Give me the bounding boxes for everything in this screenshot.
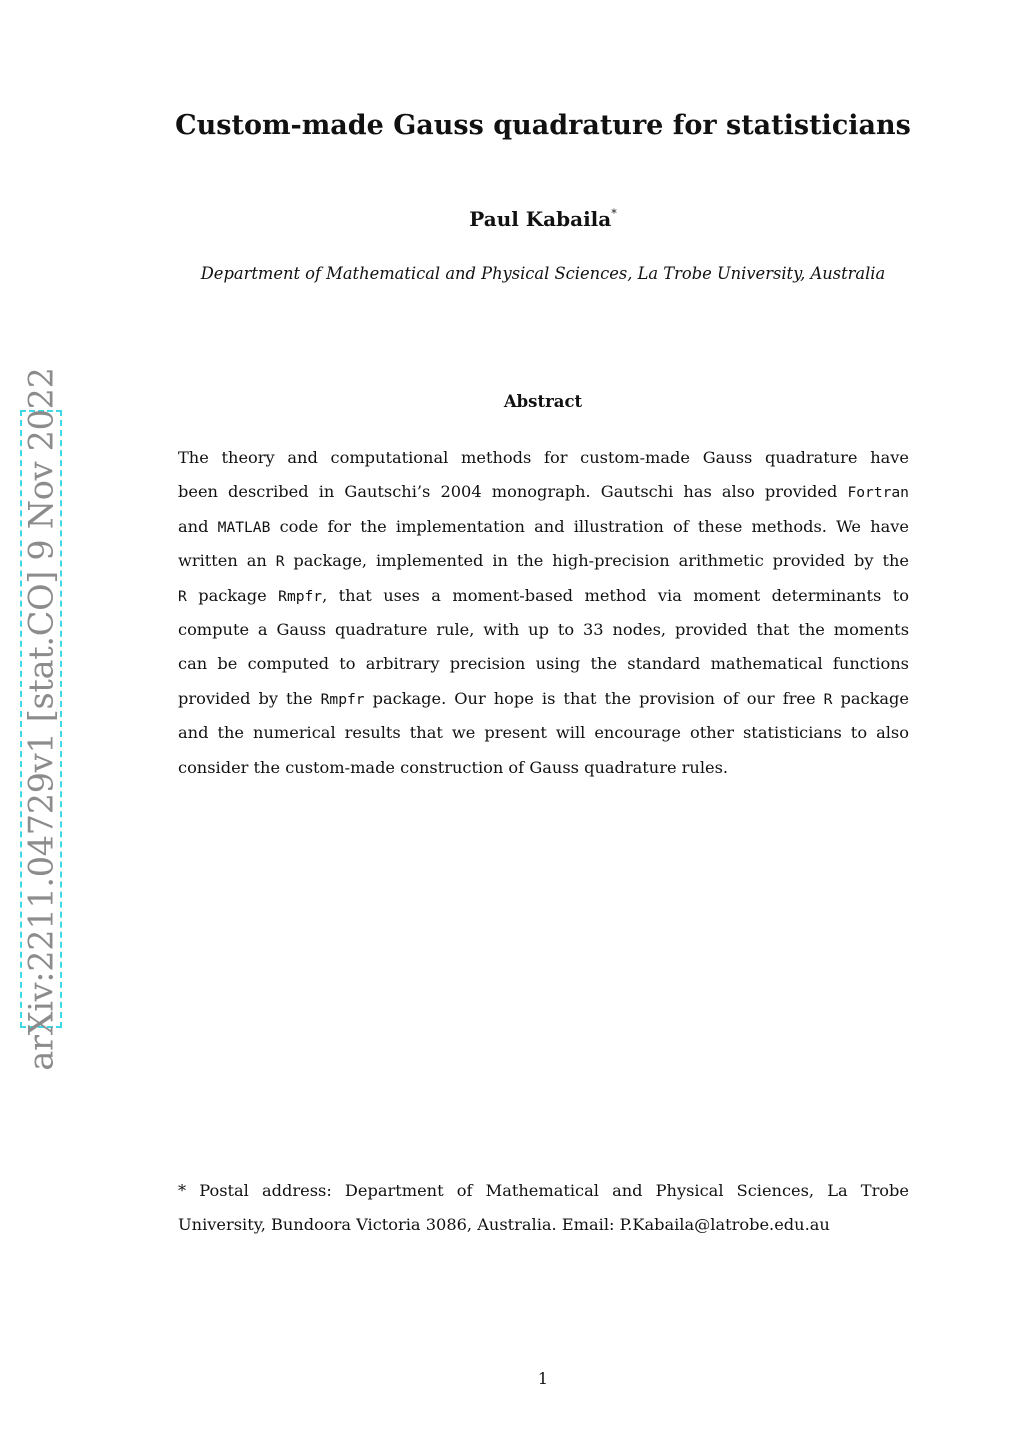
abstract-text: been described in Gautschi’s 2004 monograph. Gautschi has also provided xyxy=(178,482,838,502)
author-name xyxy=(150,198,936,235)
abstract-line: compute a Gauss quadrature rule, with up to 33 nodes, provided that the moments xyxy=(178,619,909,639)
abstract-text: , that uses a moment-based method via moment determinants to xyxy=(322,585,909,605)
abstract-line xyxy=(178,579,909,613)
abstract-text: provided by the xyxy=(178,688,313,708)
abstract-line: The theory and computational methods for custom-made Gauss quadrature have xyxy=(178,448,909,467)
code-matlab: MATLAB xyxy=(217,518,271,536)
abstract-line xyxy=(178,544,909,578)
arxiv-stamp-text[interactable]: arXiv:2211.04729v1 [stat.CO] 9 Nov 2022 xyxy=(21,367,61,1071)
author-name-text: Paul Kabaila xyxy=(469,207,612,231)
footnote xyxy=(178,1174,909,1243)
abstract-text: package xyxy=(840,688,909,708)
code-rmpfr: Rmpfr xyxy=(278,587,323,605)
abstract-heading: Abstract xyxy=(503,392,583,411)
abstract-line: can be computed to arbitrary precision using the standard mathematical functions xyxy=(178,654,909,674)
abstract-line: and the numerical results that we present will encourage other statisticians to also xyxy=(178,723,909,743)
abstract-text: and xyxy=(178,516,209,536)
footnote-line: * Postal address: Department of Mathematical and Physical Sciences, La Trobe xyxy=(178,1181,909,1200)
footnote-line: University, Bundoora Victoria 3086, Australia. Email: P.Kabaila@latrobe.edu.au xyxy=(178,1215,830,1235)
code-r: R xyxy=(178,587,187,605)
abstract-line xyxy=(178,510,909,544)
code-rmpfr: Rmpfr xyxy=(320,690,365,708)
abstract-text: code for the implementation and illustration of these methods. We have xyxy=(279,516,909,536)
code-fortran: Fortran xyxy=(847,484,909,502)
paper-title: Custom-made Gauss quadrature for statisticians xyxy=(175,110,911,141)
abstract-line: consider the custom-made construction of Gauss quadrature rules. xyxy=(178,757,729,777)
abstract-text: package. Our hope is that the provision of our free xyxy=(372,688,816,708)
abstract-line xyxy=(178,682,909,716)
abstract-line xyxy=(178,475,909,509)
author-affiliation: Department of Mathematical and Physical Sciences, La Trobe University, Australia xyxy=(200,264,886,283)
code-r: R xyxy=(823,690,833,708)
abstract-text: package, implemented in the high-precision arithmetic provided by the xyxy=(293,551,909,571)
abstract-body xyxy=(178,441,909,785)
abstract-text: written an xyxy=(178,551,267,571)
page-number: 1 xyxy=(537,1369,549,1388)
code-r: R xyxy=(275,553,285,571)
abstract-text: package xyxy=(198,585,267,605)
author-footnote-mark: * xyxy=(611,207,617,220)
